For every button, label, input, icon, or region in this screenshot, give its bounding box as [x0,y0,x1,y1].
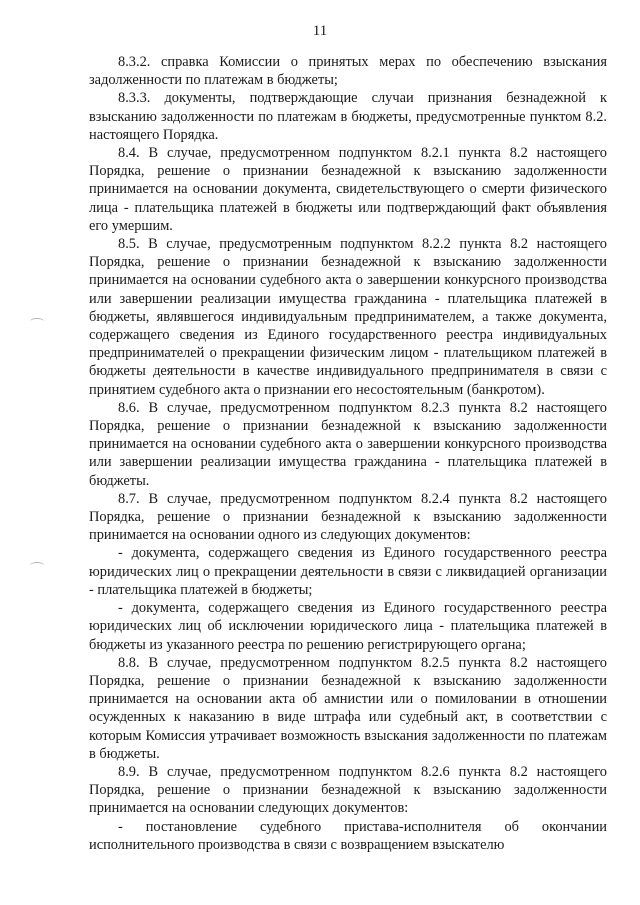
paragraph-8-9: 8.9. В случае, предусмотренном подпунктом 8.2.6 пункта 8.2 настоящего Порядка, решение о признании безнадежной к взысканию задолженности принимается на основании следующих документов: [89,763,607,817]
paragraph-8-7-item-1: - документа, содержащего сведения из Единого государственного реестра юридических лиц о прекращении деятельности в связи с ликвидацией организации - плательщика платежей в бюджеты; [89,545,607,598]
paragraph-8-9-item-1: - постановление судебного пристава-исполнителя об окончании исполнительного производства в связи с возвращением взыскателю [89,818,607,853]
paragraph-8-4: 8.4. В случае, предусмотренном подпунктом 8.2.1 пункта 8.2 настоящего Порядка, решение о признании безнадежной к взысканию задолженности принимается на основании документа, свидетельствующего о смерти физического лица - плательщика платежей в бюджеты или подтверждающий факт объявления его умершим. [89,145,607,234]
paragraph-8-3-3: 8.3.3. документы, подтверждающие случаи признания безнадежной к взысканию задолженности по платежам в бюджеты, предусмотренные пунктом 8.2. настоящего Порядка. [89,90,607,143]
margin-scan-mark [30,318,44,325]
paragraph-8-7: 8.7. В случае, предусмотренном подпунктом 8.2.4 пункта 8.2 настоящего Порядка, решение о признании безнадежной к взысканию задолженности принимается на основании одного из следующих документов: [89,490,607,544]
paragraph-8-3-2: 8.3.2. справка Комиссии о принятых мерах по обеспечению взыскания задолженности по платежам в бюджеты; [89,54,607,89]
page-number: 11 [312,23,328,39]
paragraph-8-5: 8.5. В случае, предусмотренным подпунктом 8.2.2 пункта 8.2 настоящего Порядка, решение о признании безнадежной к взысканию задолженности принимается на основании судебного акта о завершении конкурсного производства или завершении реализации имущества гражданина - плательщика платежей в бюджеты, являвшегося индивидуальным предпринимателем, а также документа, содержащего сведения из Единого государственного реестра индивидуальных предпринимателей о прекращении физическим лицом - плательщиком платежей в бюджеты деятельности в качестве индивидуального предпринимателя в связи с принятием судебного акта о признании его несостоятельным (банкротом). [89,236,607,398]
margin-scan-mark [30,562,44,569]
document-body [89,53,607,854]
paragraph-8-6: 8.6. В случае, предусмотренном подпунктом 8.2.3 пункта 8.2 настоящего Порядка, решение о признании безнадежной к взысканию задолженности принимается на основании судебного акта о завершении конкурсного производства или завершении реализации имущества гражданина - плательщика платежей в бюджеты. [89,399,607,489]
paragraph-8-8: 8.8. В случае, предусмотренном подпунктом 8.2.5 пункта 8.2 настоящего Порядка, решение о признании безнадежной к взысканию задолженности принимается на основании акта об амнистии или о помиловании в отношении осужденных к наказанию в виде штрафа или судебный акт, в соответствии с которым Комиссия утрачивает возможность взыскания задолженности по платежам в бюджеты. [89,654,607,762]
paragraph-8-7-item-2: - документа, содержащего сведения из Единого государственного реестра юридических лиц об исключении юридического лица - плательщика платежей в бюджеты из указанного реестра по решению регистрирующего органа; [89,600,607,653]
